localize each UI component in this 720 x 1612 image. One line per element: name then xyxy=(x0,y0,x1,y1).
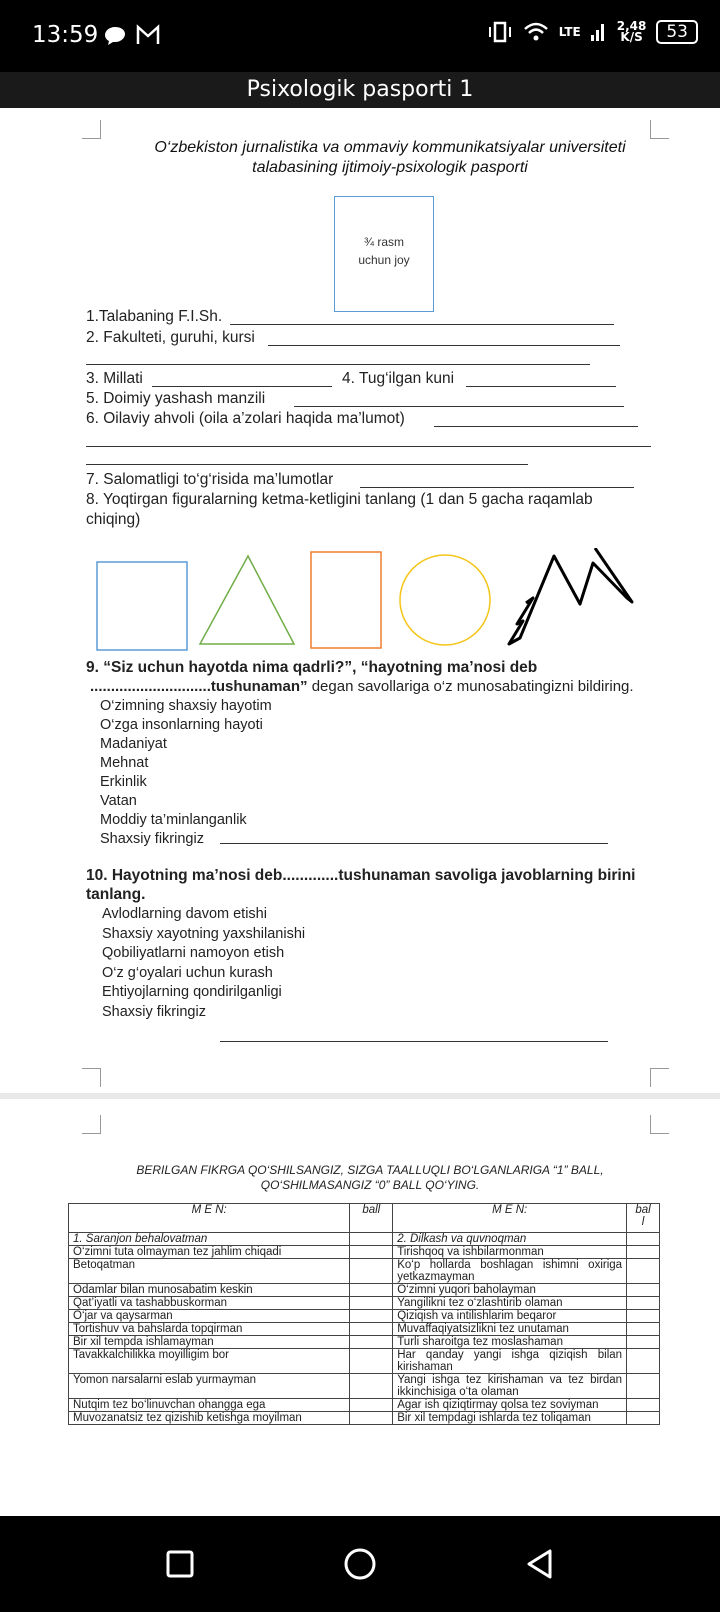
q9-option: Moddiy ta’minlanganlik xyxy=(100,812,247,828)
triangle-figure xyxy=(200,556,294,644)
square-figure xyxy=(97,562,187,650)
ball-cell[interactable] xyxy=(350,1412,393,1425)
rectangle-figure xyxy=(311,552,381,648)
heading-line: O‘zbekiston jurnalistika va ommaviy kommunikatsiyalar universiteti xyxy=(154,139,626,156)
status-icons xyxy=(487,20,698,44)
left-statement: Tortishuv va bahslarda topqirman xyxy=(69,1323,350,1336)
ball-cell[interactable] xyxy=(350,1310,393,1323)
q9-option: O‘zga insonlarning hayoti xyxy=(100,717,263,733)
field-address: 5. Doimiy yashash manzili xyxy=(86,390,266,407)
right-statement: Qiziqish va intilishlarim beqaror xyxy=(393,1310,627,1323)
blank-line xyxy=(152,386,332,387)
ball-cell[interactable] xyxy=(350,1323,393,1336)
field-birthdate: 4. Tug‘ilgan kuni xyxy=(342,370,455,387)
right-statement: Ko‘p hollarda boshlagan ishimni oxiriga yetkazmayman xyxy=(393,1259,627,1284)
ball-cell[interactable] xyxy=(350,1233,393,1246)
left-statement: O‘jar va qaysarman xyxy=(69,1310,350,1323)
right-statement: Yangilikni tez o‘zlashtirib olaman xyxy=(393,1297,627,1310)
ball-cell[interactable] xyxy=(627,1323,660,1336)
q10-option: Shaxsiy fikringiz xyxy=(102,1003,206,1020)
ball-cell[interactable] xyxy=(350,1297,393,1310)
blank-line xyxy=(220,843,608,844)
page-heading xyxy=(110,138,670,178)
instruction-text xyxy=(90,1163,650,1193)
photo-placeholder xyxy=(334,196,434,312)
right-statement: Turli sharoitga tez moslashaman xyxy=(393,1336,627,1349)
table-row xyxy=(69,1412,660,1425)
q9-rest: degan savollariga o‘z munosabatingizni bildiring. xyxy=(307,678,634,695)
table-row xyxy=(69,1297,660,1310)
vibrate-icon xyxy=(487,21,513,43)
ball-cell[interactable] xyxy=(350,1259,393,1284)
blank-line xyxy=(434,426,638,427)
photo-label: uchun joy xyxy=(358,253,410,267)
instruction-line: QO‘SHILMASANGIZ “0” BALL QO‘YING. xyxy=(260,1178,480,1192)
ball-cell[interactable] xyxy=(627,1336,660,1349)
wifi-icon xyxy=(523,21,549,43)
page-corner-mark xyxy=(82,1068,101,1087)
table-row xyxy=(69,1310,660,1323)
blank-line xyxy=(294,406,624,407)
field-health: 7. Salomatligi to‘g‘risida ma’lumotlar xyxy=(86,471,334,488)
blank-line xyxy=(360,487,634,488)
ball-cell[interactable] xyxy=(350,1246,393,1259)
q9-option: Shaxsiy fikringiz xyxy=(100,831,204,847)
q10-option: Qobiliyatlarni namoyon etish xyxy=(102,945,285,961)
q9-option: Erkinlik xyxy=(100,774,147,790)
left-statement: Tavakkalchilikka moyilligim bor xyxy=(69,1349,350,1374)
ball-cell[interactable] xyxy=(350,1284,393,1297)
page-corner-mark xyxy=(650,1068,669,1087)
lte-label: LTE xyxy=(558,25,581,39)
left-statement: Muvozanatsiz tez qizishib ketishga moyilman xyxy=(69,1412,350,1425)
q9-option: O‘zimning shaxsiy hayotim xyxy=(100,698,272,714)
page-corner-mark xyxy=(650,120,669,139)
document-viewer[interactable] xyxy=(0,108,720,1516)
ball-cell[interactable] xyxy=(350,1374,393,1399)
ball-cell[interactable] xyxy=(627,1233,660,1246)
field-figures: 8. Yoqtirgan figuralarning ketma-ketligini tanlang (1 dan 5 gacha raqamlab xyxy=(86,491,593,508)
battery-indicator: 53 xyxy=(656,20,698,44)
header-ball-part: l xyxy=(641,1216,645,1228)
left-statement: Qat’iyatli va tashabbuskorman xyxy=(69,1297,350,1310)
blank-line xyxy=(268,345,620,346)
question-9: 9. “Siz uchun hayotda nima qadrli?”, “hayotning ma’nosi deb xyxy=(86,659,538,676)
page-corner-mark xyxy=(82,1115,101,1134)
blank-line xyxy=(86,446,651,447)
circle-figure xyxy=(400,555,490,645)
blank-line xyxy=(220,1041,608,1042)
q9-option: Mehnat xyxy=(100,755,149,771)
table-row xyxy=(69,1399,660,1412)
figures-row xyxy=(90,548,650,658)
q10-option: Shaxsiy xayotning yaxshilanishi xyxy=(102,925,306,942)
header-men-right: M E N: xyxy=(393,1204,627,1233)
table-row xyxy=(69,1284,660,1297)
blank-line xyxy=(466,386,616,387)
table-row xyxy=(69,1323,660,1336)
table-header-row xyxy=(69,1204,660,1233)
left-statement: Nutqim tez bo‘linuvchan ohangga ega xyxy=(69,1399,350,1412)
back-button[interactable] xyxy=(520,1544,560,1584)
question-10: 10. Hayotning ma’nosi deb.............tushunaman savoliga javoblarning birini xyxy=(86,867,636,884)
question-10-cont: tanlang. xyxy=(86,886,146,903)
question-9-cont xyxy=(90,678,634,695)
q10-option: Ehtiyojlarning qondirilganligi xyxy=(102,984,282,1000)
zigzag-figure xyxy=(509,548,632,644)
ball-cell[interactable] xyxy=(350,1399,393,1412)
table-row xyxy=(69,1233,660,1246)
field-figures-cont: chiqing) xyxy=(86,511,141,528)
speed-value: 2,48 xyxy=(616,19,647,33)
ball-cell[interactable] xyxy=(627,1246,660,1259)
left-statement: O‘zimni tuta olmayman tez jahlim chiqadi xyxy=(69,1246,350,1259)
ball-cell[interactable] xyxy=(350,1336,393,1349)
field-family: 6. Oilaviy ahvoli (oila a’zolari haqida ma’lumot) xyxy=(86,410,405,427)
table-row xyxy=(69,1259,660,1284)
ball-cell[interactable] xyxy=(627,1259,660,1284)
table-row xyxy=(69,1374,660,1399)
header-ball-left: ball xyxy=(350,1204,393,1233)
header-men-left: M E N: xyxy=(69,1204,350,1233)
table-row xyxy=(69,1246,660,1259)
navigation-bar xyxy=(0,1516,720,1612)
page-corner-mark xyxy=(650,1115,669,1134)
network-speed xyxy=(617,21,647,43)
ball-cell[interactable] xyxy=(350,1349,393,1374)
field-nationality: 3. Millati xyxy=(86,370,143,387)
photo-label: ¾ rasm xyxy=(363,235,404,249)
ball-cell[interactable] xyxy=(627,1349,660,1374)
document-page-1 xyxy=(0,108,720,1093)
left-statement: 1. Saranjon behalovatman xyxy=(69,1233,350,1246)
ball-cell[interactable] xyxy=(627,1374,660,1399)
q9-option: Vatan xyxy=(100,793,137,809)
right-statement: Muvaffaqiyatsizlikni tez unutaman xyxy=(393,1323,627,1336)
document-page-2 xyxy=(0,1099,720,1516)
ball-cell[interactable] xyxy=(627,1310,660,1323)
ball-cell[interactable] xyxy=(627,1412,660,1425)
field-fio: 1.Talabaning F.I.Sh. xyxy=(86,308,223,325)
table-row xyxy=(69,1336,660,1349)
right-statement: Bir xil tempdagi ishlarda tez toliqaman xyxy=(393,1412,627,1425)
right-statement: O‘zimni yuqori baholayman xyxy=(393,1284,627,1297)
ball-cell[interactable] xyxy=(627,1399,660,1412)
right-statement: Har qanday yangi ishga qiziqish bilan kirishaman xyxy=(393,1349,627,1374)
home-button[interactable] xyxy=(340,1544,380,1584)
right-statement: Tirishqoq va ishbilarmonman xyxy=(393,1246,627,1259)
blank-line xyxy=(86,364,590,365)
header-ball-part: bal xyxy=(635,1204,651,1216)
left-statement: Yomon narsalarni eslab yurmayman xyxy=(69,1374,350,1399)
left-statement: Odamlar bilan munosabatim keskin xyxy=(69,1284,350,1297)
ball-cell[interactable] xyxy=(627,1284,660,1297)
right-statement: Agar ish qiziqtirmay qolsa tez soviyman xyxy=(393,1399,627,1412)
q10-option: O‘z g‘oyalari uchun kurash xyxy=(102,964,273,981)
status-bar xyxy=(0,0,720,72)
q9-dots: .............................tushunaman” xyxy=(90,678,308,695)
blank-line xyxy=(230,324,614,325)
heading-line: talabasining ijtimoiy-psixologik pasporti xyxy=(252,159,528,176)
instruction-line: BERILGAN FIKRGA QO‘SHILSANGIZ, SIZGA TAALLUQLI BO‘LGANLARIGA “1” BALL, xyxy=(136,1163,604,1177)
right-statement: Yangi ishga tez kirishaman va tez birdan ikkinchisiga o‘ta olaman xyxy=(393,1374,627,1399)
gmail-icon xyxy=(136,24,160,46)
questionnaire-table xyxy=(68,1203,660,1425)
right-statement: 2. Dilkash va quvnoqman xyxy=(393,1233,627,1246)
page-corner-mark xyxy=(82,120,101,139)
blank-line xyxy=(86,464,528,465)
signal-icon xyxy=(591,21,607,43)
ball-cell[interactable] xyxy=(627,1297,660,1310)
speed-unit: K/S xyxy=(620,30,643,44)
clock: 13:59 xyxy=(32,22,99,48)
q9-option: Madaniyat xyxy=(100,736,167,752)
header-ball-right xyxy=(627,1204,660,1233)
recents-button[interactable] xyxy=(160,1544,200,1584)
left-statement: Bir xil tempda ishlamayman xyxy=(69,1336,350,1349)
chat-icon xyxy=(104,26,126,46)
field-faculty: 2. Fakulteti, guruhi, kursi xyxy=(86,329,255,346)
left-statement: Betoqatman xyxy=(69,1259,350,1284)
document-title: Psixologik pasporti 1 xyxy=(0,72,720,108)
table-row xyxy=(69,1349,660,1374)
q10-option: Avlodlarning davom etishi xyxy=(102,906,267,922)
